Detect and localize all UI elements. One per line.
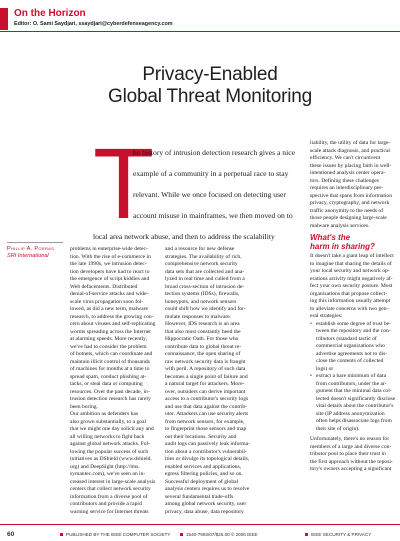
subhead-line-1: What's the — [310, 233, 351, 242]
text-line: tory's owners accepting a significant — [310, 466, 392, 472]
text-line: erations activity might negatively af- — [310, 275, 393, 282]
bullet-item-1 — [310, 321, 396, 374]
text-line: lowing the popular success of such — [70, 448, 149, 455]
issn-text: 1540-7993/07/$25.00 © 2006 IEEE — [186, 532, 258, 537]
text-line: egress filtering policies, and so on. — [165, 471, 243, 477]
text-line: tributors (standard tactic of — [316, 335, 377, 342]
title-line-2: Global Threat Monitoring — [108, 86, 312, 107]
intro-line-wide: local area network abuse, and then to address the scalability — [93, 232, 275, 241]
text-line: several fundamental trade-offs — [165, 493, 234, 500]
text-line: intentioned analysis center opera- — [310, 170, 386, 176]
text-line: Successful deployment of global — [165, 478, 239, 485]
text-line: over, outsiders can derive important — [165, 388, 246, 395]
text-line: also grown substantially, to a goal — [70, 418, 147, 425]
text-line: to fingerprint those sensors and map — [165, 426, 247, 432]
text-line: these issues by placing faith in well- — [310, 162, 392, 169]
text-line: creased interest in large-scale analysis — [70, 478, 156, 485]
text-line: to imagine that sharing the details of — [310, 260, 392, 267]
text-line: Our ambition as defenders has — [70, 411, 139, 417]
author-rule — [7, 242, 63, 243]
text-line: that also must constantly heed the — [165, 328, 241, 335]
text-line: that we might one day solicit any and — [70, 426, 154, 432]
page-footer — [0, 528, 400, 540]
text-line: tion. With the rise of e-commerce in — [70, 253, 151, 260]
text-line: connaissance, the open sharing of — [165, 351, 241, 357]
publisher-text: PUBLISHED BY THE IEEE COMPUTER SOCIETY — [66, 532, 171, 537]
header-rule — [0, 31, 400, 32]
text-line: • establish some degree of trust be- — [316, 320, 392, 327]
text-line: maintain illicit control of thousands — [70, 358, 150, 365]
text-line: lected doesn't significantly disclose — [316, 395, 396, 402]
text-line: lowed, as did a new term, malware — [70, 306, 148, 312]
text-line: scale virus propagation soon fol- — [70, 298, 144, 305]
text-line: ing this information usually attempt — [310, 298, 391, 304]
department-header — [0, 4, 400, 34]
text-line: among global network security, user — [165, 501, 247, 507]
text-line: It doesn't take a giant leap of intellect — [310, 253, 394, 259]
text-line: scale attack diagnosis, and practical — [310, 147, 390, 154]
author-name: Phillip A. Porras — [7, 246, 55, 252]
text-line: analysis centers requires us to resolve — [165, 486, 250, 492]
header-accent-bar — [0, 8, 8, 30]
author-affiliation: SRI International — [7, 253, 49, 259]
article-title — [60, 64, 360, 108]
intro-text — [133, 142, 301, 226]
text-line: all willing networks to fight back — [70, 433, 145, 440]
text-line: symantec.com), we've seen an in- — [70, 471, 146, 477]
text-line: your local security and network op- — [310, 268, 390, 274]
text-line: tion about a contributor's vulnerabil- — [165, 448, 247, 455]
text-line: and a resource for new defense — [165, 246, 235, 252]
text-line: fect your own security posture. Most — [310, 283, 393, 289]
text-line: we've had to consider the problem — [70, 343, 147, 350]
text-line: against global network attacks. Fol- — [70, 441, 151, 447]
footer-square-icon — [60, 533, 63, 536]
text-line: contributors and provide a rapid — [70, 501, 142, 507]
text-line: could shift how we identify and for- — [165, 306, 246, 312]
footer-publisher — [60, 532, 171, 537]
text-line: data sets that are collected and ana- — [165, 268, 245, 275]
intro-line: he history of intrusion detection research gives a nice — [133, 148, 295, 157]
text-line: initiatives as DShield (www.dshield. — [70, 456, 152, 462]
text-line: tion developers have had to react to — [70, 268, 150, 275]
text-line: tection systems (IDSs), firewalls, — [165, 291, 240, 297]
text-line: becomes a single point of failure and — [165, 373, 248, 380]
text-line: tween the repository and the con- — [316, 328, 391, 334]
text-line: spread spam, conduct phishing at- — [70, 373, 147, 380]
text-line: with peril. A repository of such data — [165, 366, 246, 372]
text-line: centers that collect network security — [70, 486, 151, 492]
text-line: comprehensive network security — [165, 261, 238, 267]
text-line: warning service for Internet threats — [70, 508, 149, 515]
text-line: and use that data against the contrib- — [165, 403, 248, 410]
text-line: logs) or — [316, 365, 334, 372]
text-line: commercial organizations who — [316, 343, 385, 349]
editor-line: Editor: O. Sami Saydjari, ssaydjari@cyberdefenseagency.com — [14, 21, 173, 27]
subhead — [310, 233, 396, 251]
footer-rule — [0, 524, 400, 525]
body-column-3 — [310, 140, 396, 524]
text-line: efficiency. We can't circumvent — [310, 155, 381, 161]
text-line: contribute data to global threat re- — [165, 343, 242, 350]
text-line: worms spreading across the Internet — [70, 328, 151, 335]
text-line: of botnets, which can coordinate and — [70, 351, 153, 357]
text-line: been boring. — [70, 403, 98, 410]
text-line: site (IP address anonymization — [316, 410, 385, 417]
text-line: tributor pool to place their trust in — [310, 451, 386, 457]
text-line: honeypots, and network sensors — [165, 298, 237, 305]
text-line: access to a contributor's security logs — [165, 396, 249, 402]
drop-cap: T — [93, 128, 155, 240]
text-line: close the contents of collected — [316, 358, 384, 364]
text-line: the late 1990s, we intrusion detec- — [70, 261, 147, 267]
text-line: • extract a bare minimum of data — [316, 373, 387, 379]
text-line: eral strategies: — [310, 313, 343, 319]
body-column-1 — [70, 246, 157, 524]
text-line: their site of origin). — [316, 425, 360, 432]
text-line: requires an interdisciplinary per- — [310, 185, 384, 191]
text-line: resources. Over the past decade, in- — [70, 388, 150, 395]
text-line: the emergence of script kiddies and — [70, 276, 150, 282]
footer-issn — [180, 532, 258, 537]
subhead-line-2: harm in sharing? — [310, 242, 375, 251]
intro-line: account misuse in mainframes, we then moved on to — [133, 211, 293, 220]
title-line-1: Privacy-Enabled — [142, 64, 278, 85]
text-line: utor. Attackers can use security alerts — [165, 411, 249, 417]
magazine-text: IEEE SECURITY & PRIVACY — [311, 532, 372, 537]
text-line: often helps disassociate logs from — [316, 418, 392, 424]
text-line: ities or divulge its topological details, — [165, 456, 250, 462]
footer-square-icon — [305, 533, 308, 536]
text-line: of machines for months at a time to — [70, 366, 150, 372]
text-line: cern about viruses and self-replicating — [70, 321, 156, 327]
text-line: privacy, data abuse, data repository — [165, 508, 244, 515]
text-line: strategies. The availability of rich, — [165, 253, 242, 260]
text-line: audit logs can passively leak informa- — [165, 441, 250, 447]
text-line: research, to address the growing con- — [70, 313, 154, 320]
footer-magazine — [305, 532, 371, 537]
text-line: problems in enterprise-wide detec- — [70, 246, 148, 252]
text-line: tacks, or steal data or computing — [70, 381, 143, 387]
text-line: advertise agreements not to dis- — [316, 350, 388, 357]
text-line: privacy, cryptography, and network — [310, 200, 390, 206]
text-line: trusion detection research has rarely — [70, 396, 151, 402]
text-line: members of a large and diverse con- — [310, 443, 392, 450]
text-line: mulate responses to malware. — [165, 313, 232, 320]
text-line: from contributors, under the ar- — [316, 380, 387, 387]
body-column-2 — [165, 246, 305, 524]
text-line: raw network security data is fraught — [165, 358, 246, 365]
text-line: liability, the utility of data for large- — [310, 140, 391, 146]
intro-line: relevant. While we once focused on detecting user — [133, 190, 286, 199]
text-line: to alleviate concerns with two gen- — [310, 305, 389, 312]
intro-line: example of a community in a perpetual race to stay — [133, 169, 289, 178]
text-line: from network sensors, for example, — [165, 418, 245, 425]
text-line: gument that the minimal data col- — [316, 388, 392, 394]
text-line: out their locations. Security and — [165, 433, 237, 440]
text-line: broad cross-section of intrusion de- — [165, 283, 245, 290]
page-number: 60 — [7, 531, 15, 538]
text-line: denial-of-service attacks and wide- — [70, 291, 149, 297]
text-line: enabled services and applications, — [165, 463, 242, 470]
text-line: Hippocratic Oath. For those who — [165, 336, 239, 342]
text-line: tors. Defining these challenges — [310, 177, 379, 184]
text-line: vital details about the contributor's — [316, 403, 394, 409]
text-line: organizations that propose collect- — [310, 290, 388, 297]
text-line: org) and DeepSight (http://tms. — [70, 463, 140, 470]
text-line: information from a diverse pool of — [70, 493, 148, 500]
text-line: spective that spans from information — [310, 192, 393, 199]
text-line: However, IDS research is an area — [165, 321, 240, 327]
text-line: malware analysis services. — [310, 222, 370, 229]
text-line: traffic anonymity to the needs of — [310, 207, 384, 214]
text-line: a natural target for attackers. More- — [165, 381, 245, 387]
author-block — [7, 246, 63, 260]
bullet-item-2 — [310, 373, 396, 433]
text-line: at alarming speeds. More recently, — [70, 336, 147, 342]
text-line: Unfortunately, there's no reason for — [310, 436, 390, 442]
text-line: the first approach without the reposi- — [310, 458, 393, 465]
text-line: those people designing large-scale — [310, 215, 387, 221]
text-line: Web defacements. Distributed — [70, 283, 138, 290]
section-name: On the Horizon — [14, 8, 86, 19]
text-line: lyzed in real time and culled from a — [165, 276, 245, 282]
footer-square-icon — [180, 533, 183, 536]
